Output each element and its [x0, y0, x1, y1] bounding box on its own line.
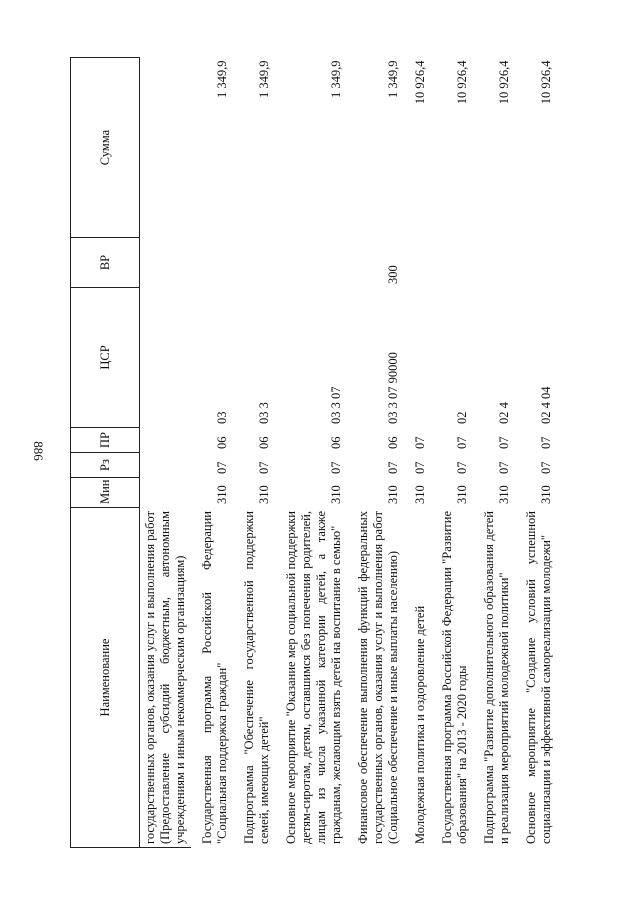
- header-sum: Сумма: [71, 58, 140, 238]
- cell-name: Подпрограмма "Обеспечение государственной поддержки семей, имеющих детей": [242, 511, 271, 844]
- cell-vr: [140, 238, 192, 288]
- cell-vr: [404, 238, 431, 288]
- cell-csr: 03: [215, 411, 229, 424]
- cell-csr: 02 4: [497, 402, 511, 424]
- cell-rz: 07: [257, 461, 271, 474]
- cell-sum: 1 349,9: [386, 60, 400, 98]
- table-body: [140, 58, 558, 848]
- page-number: 886: [31, 441, 46, 461]
- cell-name: Основное мероприятие "Оказание мер социальной поддержки детям-сиротам, детям, оставшимся без попечения родителей, лицам из числа указанной категории детей, а также гражданам, желающим взять детей на воспитание в семью": [284, 511, 343, 844]
- cell-vr: [233, 238, 275, 288]
- cell-rz: 07: [329, 461, 343, 474]
- header-min: Мин: [71, 478, 140, 508]
- cell-vr: [191, 238, 233, 288]
- cell-min: 310: [329, 485, 343, 504]
- header-pr: ПР: [71, 428, 140, 453]
- cell-sum: 10 926,4: [413, 60, 427, 105]
- header-csr: ЦСР: [71, 288, 140, 428]
- cell-rz: 07: [386, 461, 400, 474]
- cell-sum: 10 926,4: [539, 60, 553, 105]
- cell-rz: 07: [497, 461, 511, 474]
- cell-pr: 07: [539, 436, 553, 449]
- table-row: [404, 58, 431, 848]
- cell-vr: 300: [386, 265, 400, 284]
- cell-vr: [473, 238, 515, 288]
- table-row: [515, 58, 557, 848]
- cell-csr: [404, 288, 431, 428]
- header-name: Наименование: [71, 508, 140, 848]
- rotated-page-content: [70, 58, 580, 848]
- cell-csr: [140, 288, 192, 428]
- cell-csr: 03 3 07 90000: [386, 352, 400, 424]
- cell-pr: 06: [215, 436, 229, 449]
- cell-name: Основное мероприятие "Создание условий успешной социализации и эффективной самореализации молодежи": [524, 511, 553, 844]
- cell-sum: 1 349,9: [215, 60, 229, 98]
- cell-name: Молодежная политика и оздоровление детей: [413, 605, 427, 844]
- cell-name: Государственная программа Российской Федерации "Социальная поддержка граждан": [200, 511, 229, 844]
- cell-min: 310: [497, 485, 511, 504]
- cell-pr: 07: [497, 436, 511, 449]
- cell-min: 310: [413, 485, 427, 504]
- cell-rz: 07: [215, 461, 229, 474]
- header-vr: ВР: [71, 238, 140, 288]
- header-rz: Рз: [71, 453, 140, 478]
- cell-pr: 06: [329, 436, 343, 449]
- cell-sum: 1 349,9: [329, 60, 343, 98]
- cell-rz: 07: [539, 461, 553, 474]
- cell-vr: [515, 238, 557, 288]
- table-header: [71, 58, 140, 848]
- cell-min: 310: [215, 485, 229, 504]
- cell-sum: 1 349,9: [257, 60, 271, 98]
- cell-pr: 07: [455, 436, 469, 449]
- cell-min: 310: [257, 485, 271, 504]
- table-row: [233, 58, 275, 848]
- cell-min: 310: [455, 485, 469, 504]
- cell-csr: 03 3: [257, 402, 271, 424]
- cell-min: 310: [386, 485, 400, 504]
- cell-min: [140, 478, 192, 508]
- cell-pr: [140, 428, 192, 453]
- cell-rz: [140, 453, 192, 478]
- cell-sum: [140, 58, 192, 238]
- cell-pr: 07: [413, 436, 427, 449]
- cell-name: Подпрограмма "Развитие дополнительного образования детей и реализация мероприятий молодежной политики": [482, 511, 511, 844]
- cell-csr: 02: [455, 411, 469, 424]
- table-row: [275, 58, 347, 848]
- cell-name: Финансовое обеспечение выполнения функций федеральных государственных органов, оказания услуг и выполнения работ (Социальное обеспечение и иные выплаты населению): [356, 511, 400, 844]
- cell-csr: 03 3 07: [329, 386, 343, 424]
- cell-vr: [431, 238, 473, 288]
- cell-name: Государственная программа Российской Федерации "Развитие образования" на 2013 - 2020 годы: [440, 511, 469, 844]
- cell-rz: 07: [413, 461, 427, 474]
- cell-sum: 10 926,4: [497, 60, 511, 105]
- cell-name: государственных органов, оказания услуг и выполнения работ (Предоставление субсидий бюджетным, автономным учреждениям и иным некоммерческим организациям): [140, 508, 192, 848]
- cell-rz: 07: [455, 461, 469, 474]
- table-row: [191, 58, 233, 848]
- budget-table: [70, 57, 557, 848]
- cell-min: 310: [539, 485, 553, 504]
- cell-pr: 06: [257, 436, 271, 449]
- table-row: [347, 58, 404, 848]
- cell-vr: [275, 238, 347, 288]
- cell-pr: 06: [386, 436, 400, 449]
- cell-csr: 02 4 04: [539, 386, 553, 424]
- table-row: [473, 58, 515, 848]
- table-row: [140, 58, 192, 848]
- cell-sum: 10 926,4: [455, 60, 469, 105]
- table-row: [431, 58, 473, 848]
